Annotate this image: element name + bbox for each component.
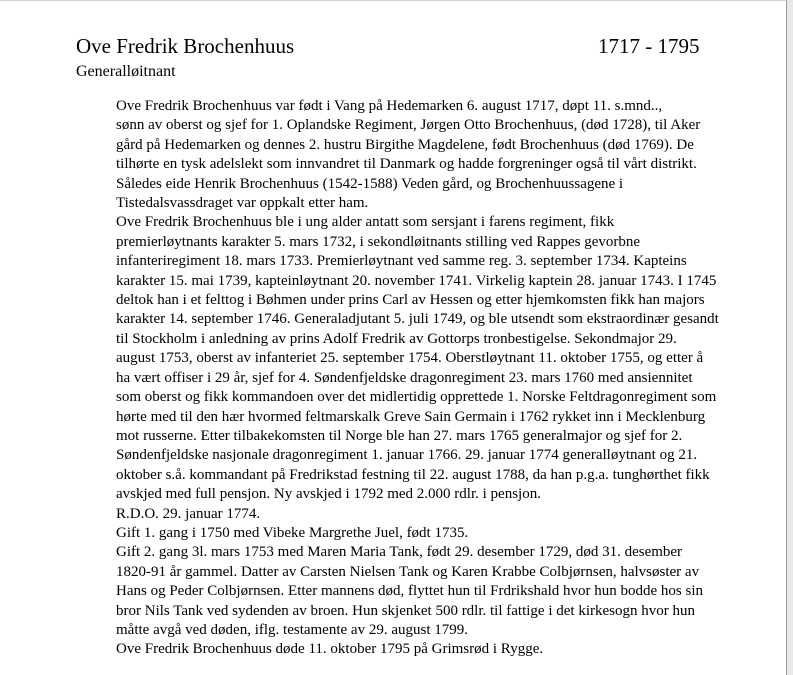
text-line: sønn av oberst og sjef for 1. Oplandske Regiment, Jørgen Otto Brochenhuus, (død 1728), til Aker <box>116 117 701 134</box>
text-line: R.D.O. 29. januar 1774. <box>116 505 261 522</box>
life-years: 1717 - 1795 <box>598 34 700 58</box>
text-line: Søndenfjeldske nasjonale dragonregiment 1. januar 1766. 29. januar 1774 generalløytnant og 21. <box>116 447 698 464</box>
text-line: infanteriregiment 18. mars 1733. Premierløytnant ved samme reg. 3. september 1734. Kapteins <box>116 253 687 270</box>
paragraph-death <box>76 640 716 659</box>
text-line: premierløytnants karakter 5. mars 1732, i sekondløitnants stilling ved Rappes gevorbne <box>116 233 641 250</box>
text-line: Ove Fredrik Brochenhuus døde 11. oktober 1795 på Grimsrød i Rygge. <box>116 641 544 658</box>
text-line: Gift 2. gang 3l. mars 1753 med Maren Maria Tank, født 29. desember 1729, død 31. desember <box>116 544 683 561</box>
text-line: til Stockholm i anledning av prins Adolf Fredrik av Gottorps tronbestigelse. Sekondmajor 29. <box>116 330 677 347</box>
text-line: hørte med til den hær hvormed feltmarskalk Greve Sain Germain i 1762 rykket inn i Mecklenburg <box>116 408 706 425</box>
rank-title: Generalløitnant <box>76 63 176 80</box>
text-line: Tistedalsvassdraget var oppkalt etter ham. <box>116 195 369 212</box>
text-line: karakter 14. september 1746. Generaladjutant 5. juli 1749, og ble utsendt som ekstraordinær gesandt <box>116 311 719 328</box>
paragraph-career <box>76 213 719 504</box>
text-line: Gift 1. gang i 1750 med Vibeke Margrethe Juel, født 1735. <box>116 524 469 541</box>
paragraph-order <box>76 505 716 524</box>
text-line: Ove Fredrik Brochenhuus var født i Vang på Hedemarken 6. august 1717, døpt 11. s.mnd.., <box>116 98 663 114</box>
text-line: Således eide Henrik Brochenhuus (1542-1588) Veden gård, og Brochenhuussagene i <box>116 175 624 192</box>
text-line: tilhørte en tysk adelslekt som innvandret til Danmark og hadde forgreninger også til vårt distrikt. <box>116 156 697 173</box>
person-name: Ove Fredrik Brochenhuus <box>76 34 295 58</box>
text-line: deltok han i et felttog i Bøhmen under prins Carl av Hessen og etter hjemkomsten fikk han majors <box>116 292 705 309</box>
text-line: bror Nils Tank ved sydenden av broen. Hun skjenket 500 rdlr. til fattige i det kirkesogn hvor hun <box>116 602 695 619</box>
text-line: 1820-91 år gammel. Datter av Carsten Nielsen Tank og Karen Krabbe Colbjørnsen, halvsøster av <box>116 563 700 580</box>
text-line: karakter 15. mai 1739, kapteinløytnant 20. november 1741. Virkelig kaptein 28. januar 1743. I 1745 <box>116 272 717 289</box>
text-line: mot russerne. Etter tilbakekomsten til Norge ble han 27. mars 1765 generalmajor og sjef for 2. <box>116 427 683 444</box>
text-line: avskjed med full pensjon. Ny avskjed i 1792 med 2.000 rdlr. i pensjon. <box>116 486 541 503</box>
text-line: som oberst og fikk kommandoen over det midlertidig opprettede 1. Norske Feltdragonregiment som <box>116 389 717 406</box>
text-line: ha vært offiser i 29 år, sjef for 4. Søndenfjeldske dragonregiment 23. mars 1760 med ansiennitet <box>116 369 693 386</box>
page-edge <box>787 0 793 675</box>
text-line: måtte avgå ved døden, iflg. testamente av 29. august 1799. <box>116 621 468 638</box>
biography-text <box>76 97 719 660</box>
text-line: august 1753, oberst av infanteriet 25. september 1754. Oberstløytnant 11. oktober 1755, og etter å <box>116 350 704 367</box>
text-line: oktober s.å. kommandant på Fredrikstad festning til 22. august 1788, da han p.g.a. tunghørthet fikk <box>116 466 710 483</box>
paragraph-birth <box>76 97 716 213</box>
paragraph-marriage-1 <box>76 524 716 543</box>
text-line: Ove Fredrik Brochenhuus ble i ung alder antatt som sersjant i farens regiment, fikk <box>116 214 615 231</box>
text-line: gård på Hedemarken og dennes 2. hustru Birgithe Magdelene, født Brochenhuus (død 1769). De <box>116 136 694 153</box>
text-line: Hans og Peder Colbjørnsen. Etter mannens død, flyttet hun til Frdrikshald hvor hun bodde hos sin <box>116 583 704 600</box>
paragraph-marriage-2 <box>76 543 716 640</box>
